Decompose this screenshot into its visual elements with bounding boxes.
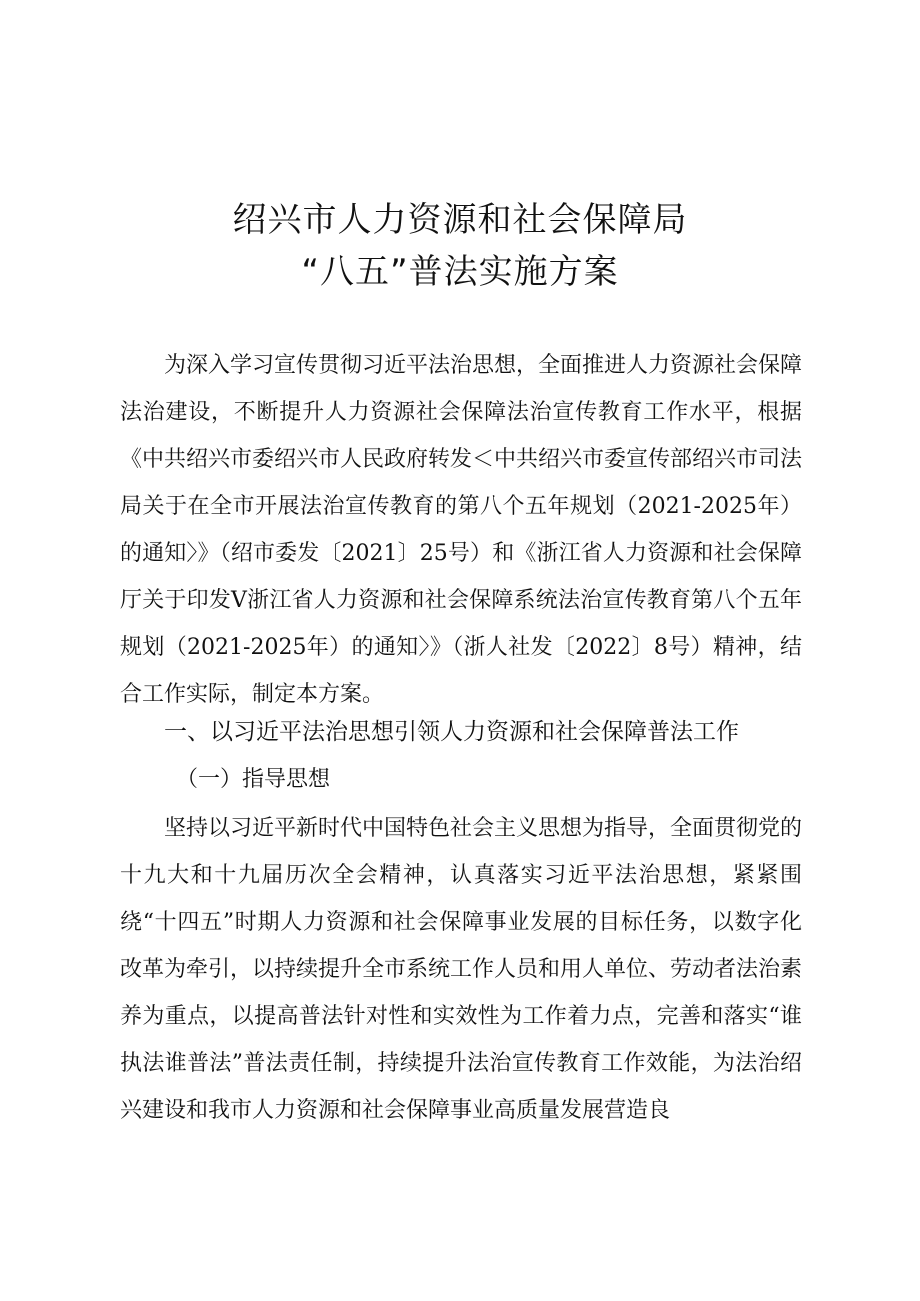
document-title-line-2: “八五”普法实施方案 [301, 252, 619, 292]
document-title-line-1: 绍兴市人力资源和社会保障局 [232, 200, 688, 240]
guiding-principle-paragraph: 坚持以习近平新时代中国特色社会主义思想为指导，全面贯彻党的十九大和十九届历次全会精神，认真落实习近平法治思想，紧紧围绕“十四五”时期人力资源和社会保障事业发展的目标任务，以数字化改革为牵引，以持续提升全市系统工作人员和用人单位、劳动者法治素养为重点，以提高普法针对性和实效性为工作着力点，完善和落实“谁执法谁普法”普法责任制，持续提升法治宣传教育工作效能，为法治绍兴建设和我市人力资源和社会保障事业高质量发展营造良 [120, 816, 803, 1123]
subsection-heading-1: （一）指导思想 [176, 767, 331, 792]
section-heading-1: 一、以习近平法治思想引领人力资源和社会保障普法工作 [164, 719, 739, 745]
intro-paragraph: 为深入学习宣传贯彻习近平法治思想，全面推进人力资源社会保障法治建设，不断提升人力资源社会保障法治宣传教育工作水平，根据《中共绍兴市委绍兴市人民政府转发＜中共绍兴市委宣传部绍兴市司法局关于在全市开展法治宣传教育的第八个五年规划（2021-2025年）的通知〉》（绍市委发〔2021〕25号）和《浙江省人力资源和社会保障厅关于印发Ⅴ浙江省人力资源和社会保障系统法治宣传教育第八个五年规划（2021-2025年）的通知〉》（浙人社发〔2022〕8号）精神，结合工作实际，制定本方案。 [120, 353, 803, 707]
